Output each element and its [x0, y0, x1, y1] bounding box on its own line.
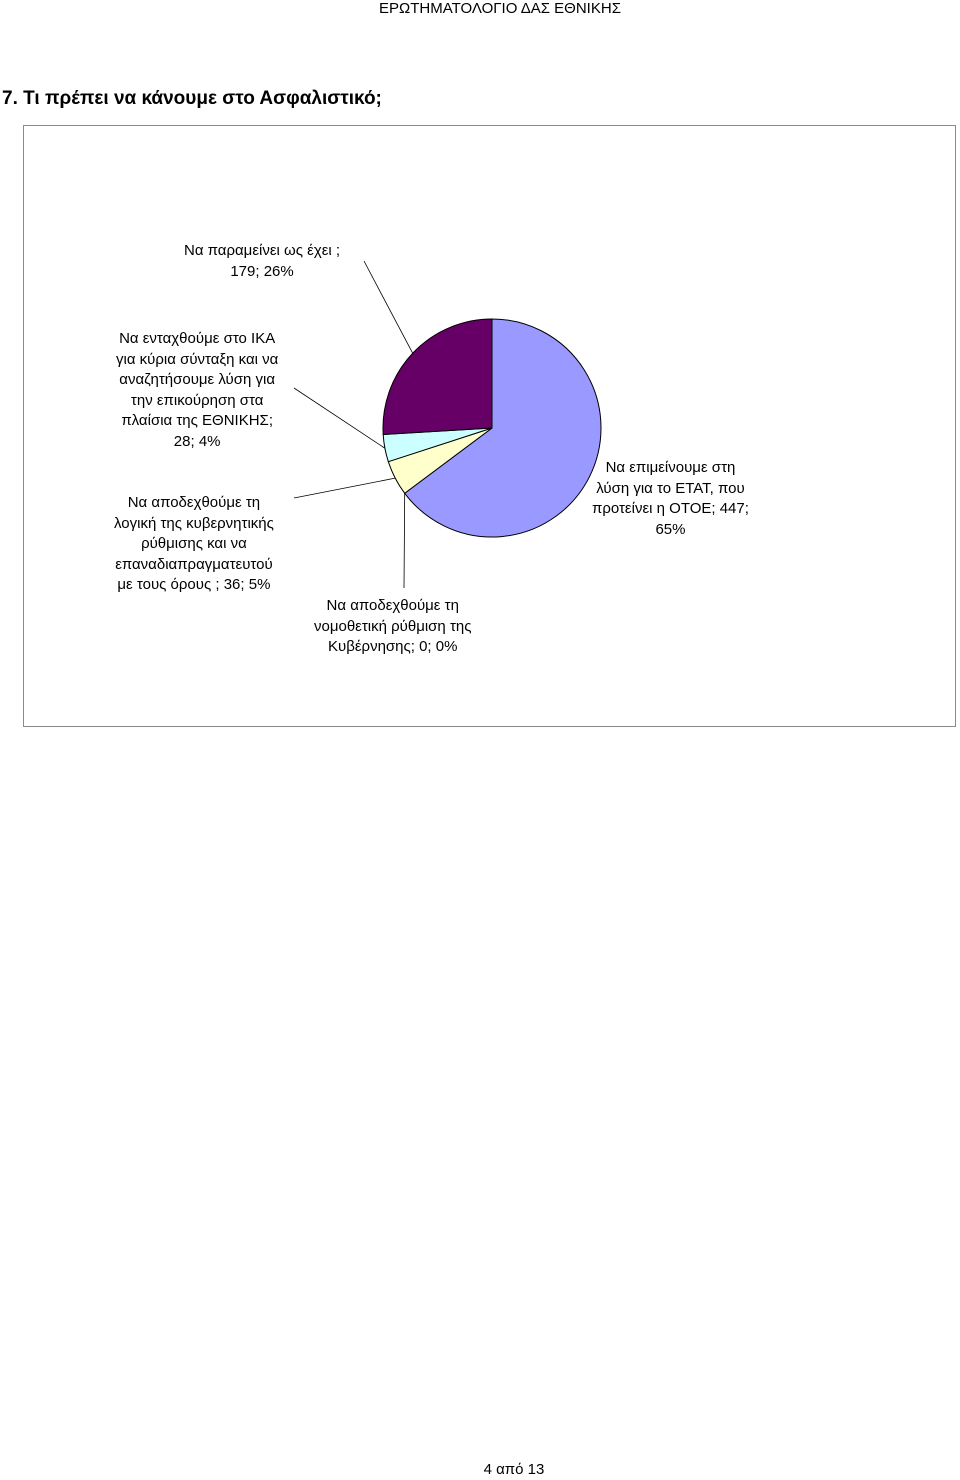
slice-label-line: Να αποδεχθούμε τη [127, 494, 261, 511]
leader-line [294, 478, 395, 498]
slice-label-line: Να αποδεχθούμε τη [326, 597, 459, 614]
slice-label-renegotiate [114, 493, 274, 596]
slice-label-remain [184, 241, 340, 282]
page-number: 4 από 13 [483, 1461, 545, 1478]
slice-label-line: την επικούρηση στα [130, 391, 264, 409]
leader-line [294, 388, 385, 448]
leader-line [364, 261, 413, 353]
slice-label-line: με τους όρους ; 36; 5% [117, 576, 271, 593]
slice-label-line: νομοθετική ρύθμιση της [314, 617, 472, 635]
slice-label-government-regulation [314, 596, 471, 658]
slice-label-line: 179; 26% [230, 262, 294, 280]
slice-label-line: για κύρια σύνταξη και να [116, 350, 279, 368]
slice-label-line: Να επιμείνουμε στη [605, 459, 736, 476]
slice-label-line: πλαίσια της ΕΘΝΙΚΗΣ; [121, 412, 273, 429]
pie-slice-remain [383, 319, 492, 434]
page-header: ΕΡΩΤΗΜΑΤΟΛΟΓΙΟ ΔΑΣ ΕΘΝΙΚΗΣ [379, 0, 621, 17]
slice-label-ika [116, 329, 278, 452]
slice-label-etat [592, 458, 749, 540]
slice-label-line: Να ενταχθούμε στο ΙΚΑ [119, 330, 276, 347]
slice-label-line: 28; 4% [173, 432, 221, 450]
slice-label-line: λύση για το ΕΤΑΤ, που [596, 479, 745, 497]
slice-label-line: Να παραμείνει ως έχει ; [184, 242, 341, 259]
slice-label-line: Κυβέρνησης; 0; 0% [328, 638, 458, 655]
slice-label-line: αναζητήσουμε λύση για [119, 371, 276, 388]
question-title: 7. Τι πρέπει να κάνουμε στο Ασφαλιστικό; [2, 88, 382, 109]
slice-label-line: επαναδιαπραγματευτού [115, 555, 273, 573]
leader-line [404, 493, 405, 588]
slice-label-line: 65% [655, 520, 686, 538]
slice-label-line: λογική της κυβερνητικής [114, 514, 274, 532]
slice-label-line: ρύθμισης και να [141, 535, 247, 552]
chart-frame [23, 125, 956, 727]
slice-label-line: προτείνει η ΟΤΟΕ; 447; [592, 500, 749, 517]
